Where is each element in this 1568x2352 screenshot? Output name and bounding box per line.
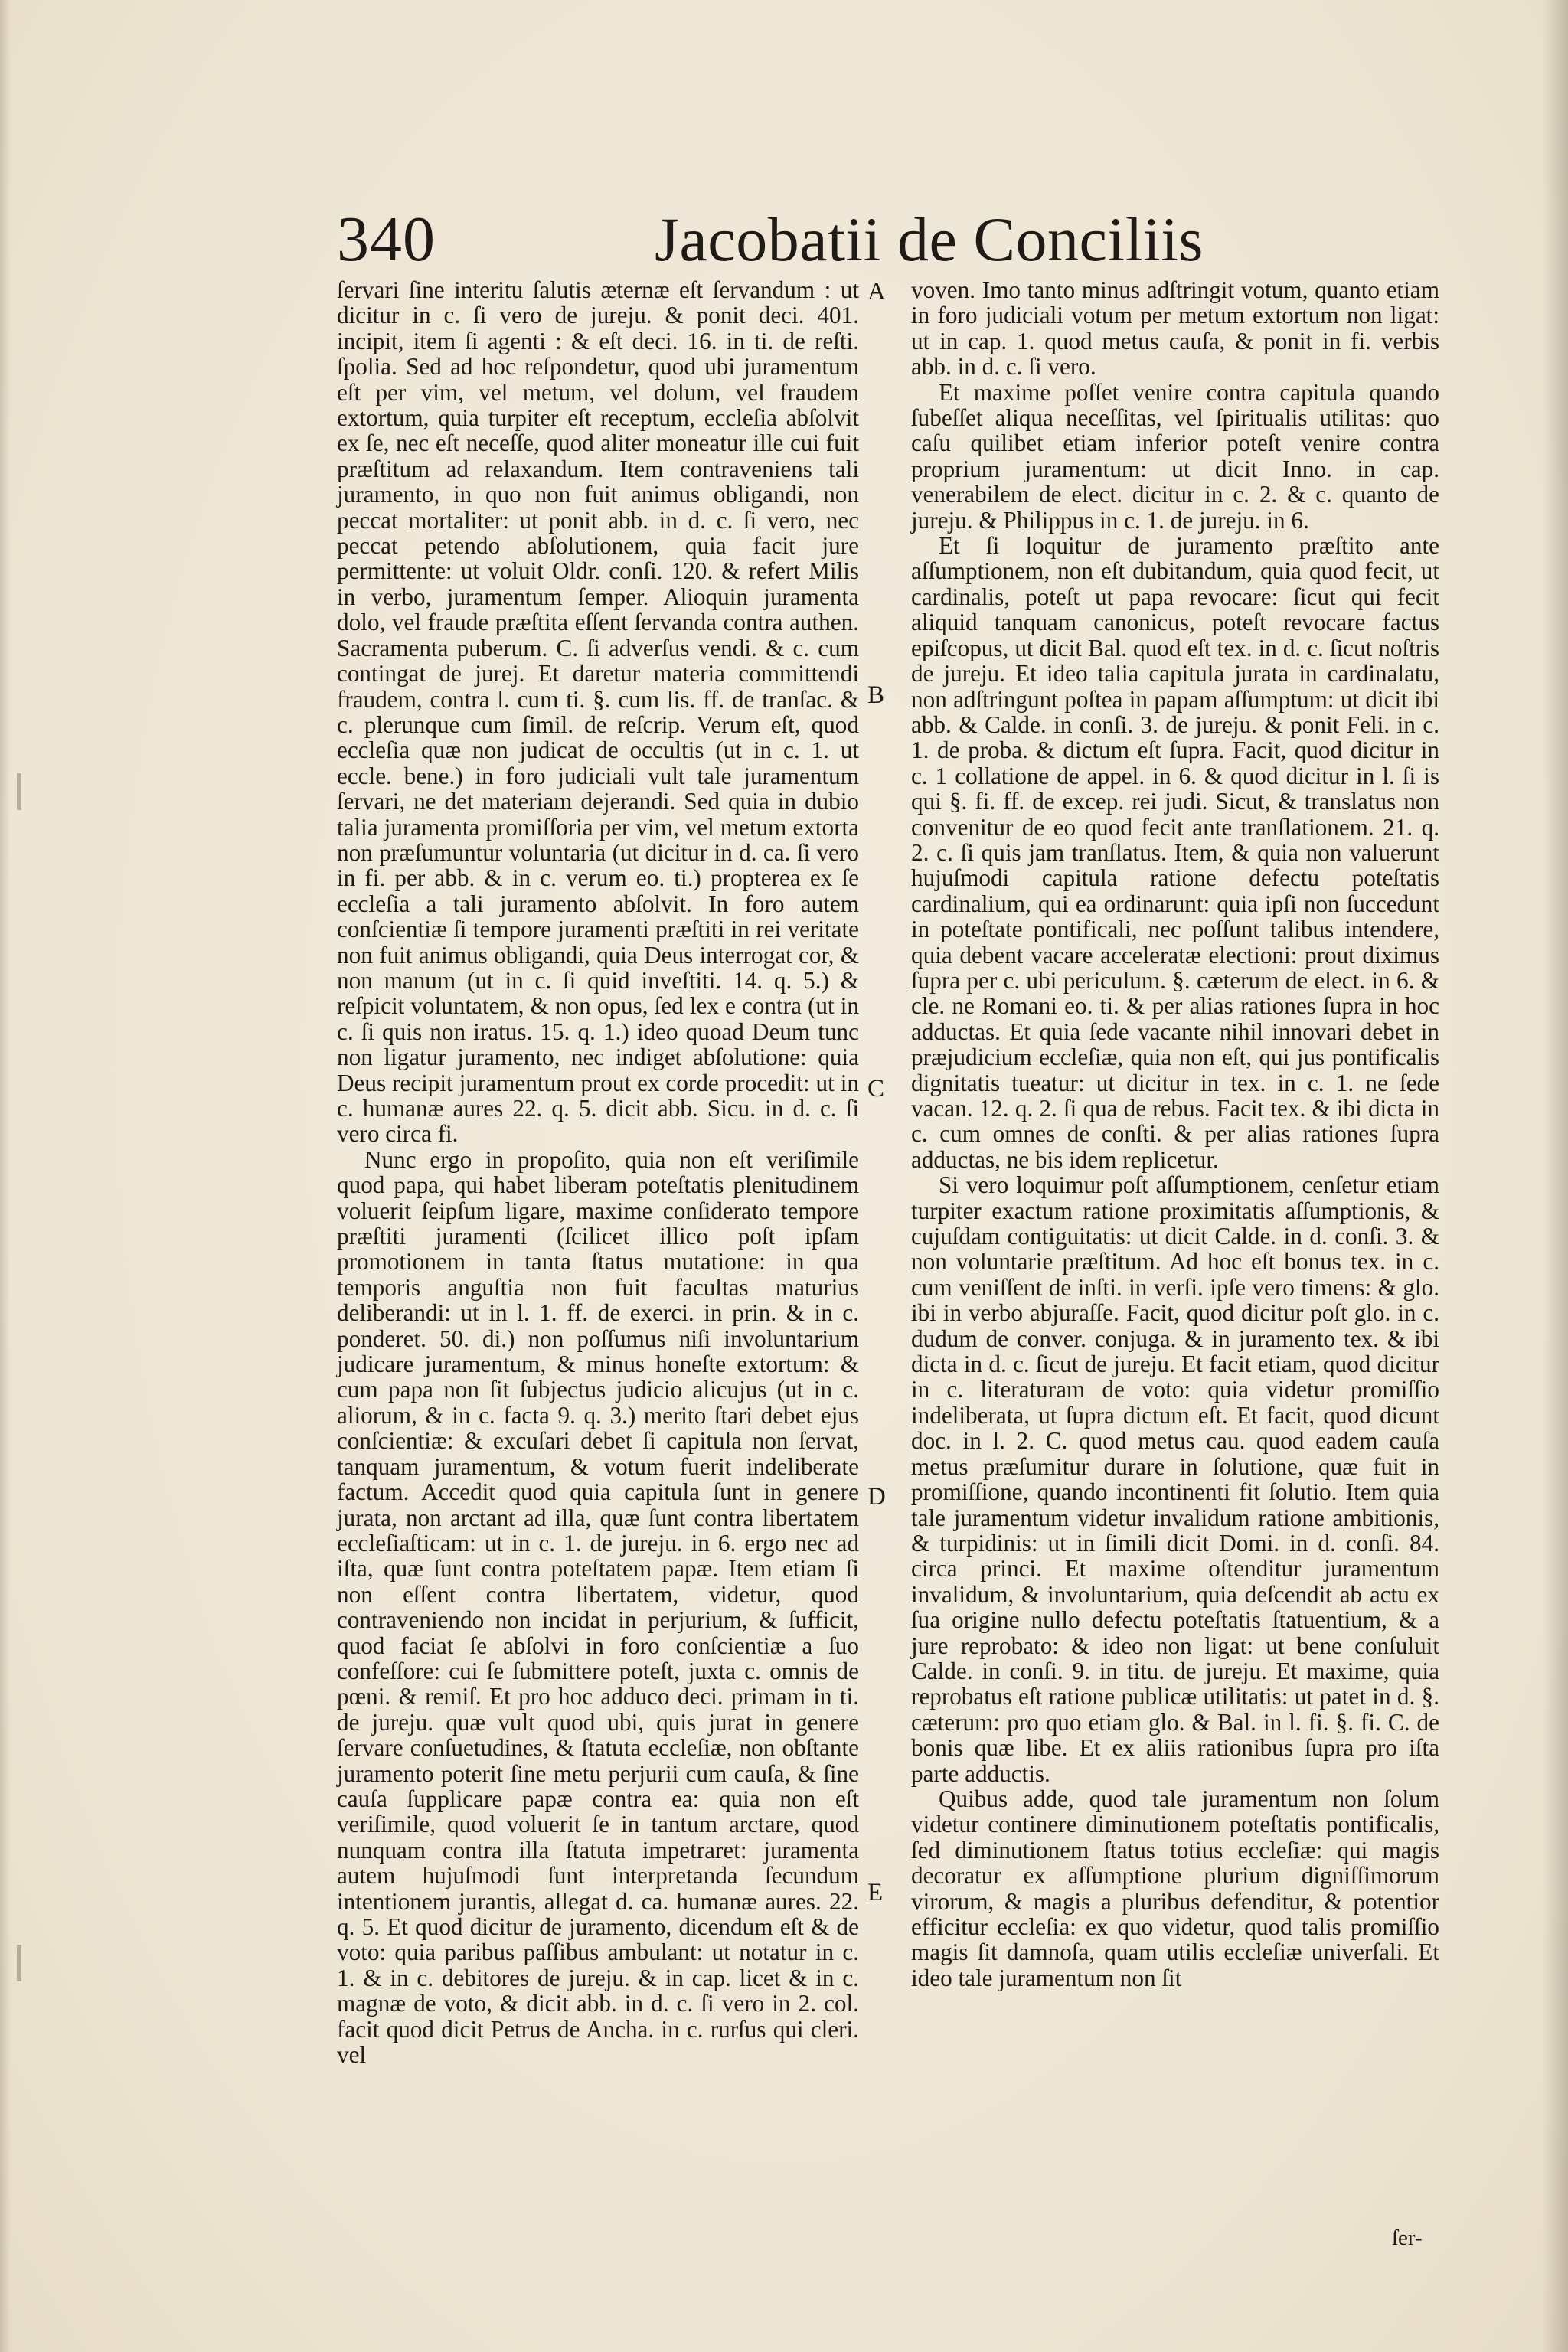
left-text-column xyxy=(337,277,859,2067)
page-edge-mark xyxy=(17,1945,21,1981)
right-paragraph: Si vero loquimur poſt aſſumptionem, cenſetur etiam turpiter exactum ratione proximitatis aſſumptionis, & cujuſdam contiguitatis: ut dicit Calde. in d. conſi. 3. & non voluntarie præſtitum. Ad hoc eſt bonus tex. in c. cum veniſſent de inſti. in verſi. ipſe vero timens: & glo. ibi in verbo abjuraſſe. Facit, quod dicitur poſt glo. in c. dudum de conver. conjuga. & in juramento tex. & ibi dicta in d. c. ſicut de jureju. Et facit etiam, quod dicitur in c. literaturam de voto: quia videtur promiſſio indeliberata, ut ſupra dictum eſt. Et facit, quod dicunt doc. in l. 2. C. quod metus cau. quod eadem cauſa metus præſumitur durare in ſolutione, quæ fuit in promiſſione, quando incontinenti fit ſolutio. Item quia tale juramentum videtur invalidum ratione ambitionis, & turpidinis: ut in ſimili dicit Domi. in d. conſi. 84. circa princi. Et maxime oſtenditur juramentum invalidum, & involuntarium, quia deſcendit ab actu ex ſua origine nullo defectu poteſtatis ſtatuentium, & a jure reprobato: & ideo non ligat: ut bene conſuluit Calde. in conſi. 9. in titu. de jureju. Et maxime, quia reprobatus eſt ratione publicæ utilitatis: ut patet in d. §. cæterum: pro quo etiam glo. & Bal. in l. fi. §. fi. C. de bonis quæ libe. Et ex aliis rationibus ſupra pro iſta parte adductis. xyxy=(911,1171,1439,1787)
margin-letter-e: E xyxy=(867,1879,884,1906)
page-left-edge xyxy=(0,0,11,2352)
right-paragraph: voven. Imo tanto minus adſtringit votum, quanto etiam in foro judiciali votum per metum extortum non ligat: ut in cap. 1. quod metus cauſa, & ponit in fi. verbis abb. in d. c. ſi vero. xyxy=(911,276,1439,381)
page-header xyxy=(337,198,1439,282)
right-paragraph: Quibus adde, quod tale juramentum non ſolum videtur continere diminutionem poteſtatis pontificalis, ſed diminutionem ſtatus totius eccleſiæ: qui magis decoratur ex aſſumptione plurium digniſſimorum virorum, & magis a pluribus defenditur, & potentior efficitur eccleſia: ex quo videtur, quod talis promiſſio magis ſit damnoſa, quam utilis eccleſiæ univerſali. Et ideo tale juramentum non ſit xyxy=(911,1785,1439,1991)
left-paragraph: Nunc ergo in propoſito, quia non eſt veriſimile quod papa, qui habet liberam poteſtatis plenitudinem voluerit ſeipſum ligare, maxime conſiderato tempore præſtiti juramenti (ſcilicet illico poſt ipſam promotionem in tanta ſtatus mutatione: in qua temporis anguſtia non fuit facultas maturius deliberandi: ut in l. 1. ff. de exerci. in prin. & in c. ponderet. 50. di.) non poſſumus niſi involuntarium judicare juramentum, & minus honeſte extortum: & cum papa non ſit ſubjectus judicio alicujus (ut in c. aliorum, & in c. facta 9. q. 3.) merito ſtari debet ejus conſcientiæ: & excuſari debet ſi capitula non ſervat, tanquam juramentum, & votum fuerit indeliberate factum. Accedit quod quia capitula ſunt in genere jurata, non arctant ad illa, quæ ſunt contra libertatem eccleſiaſticam: ut in c. 1. de jureju. in 6. ergo nec ad iſta, quæ ſunt contra poteſtatem papæ. Item etiam ſi non eſſent contra libertatem, videtur, quod contraveniendo non incidat in perjurium, & ſufficit, quod faciat ſe abſolvi in foro conſcientiæ a ſuo confeſſore: cui ſe ſubmittere poteſt, juxta c. omnis de pœni. & remiſ. Et pro hoc adduco deci. primam in ti. de jureju. quæ vult quod ubi, quis jurat in genere ſervare conſuetudines, & ſtatuta eccleſiæ, non obſtante juramento poterit ſine metu perjurii cum cauſa, & ſine cauſa ſupplicare papæ contra ea: quia non eſt veriſimile, quod voluerit ſe in tantum arctare, quod nunquam contra illa ſtatuta impetraret: juramenta autem hujuſmodi ſunt interpretanda ſecundum intentionem jurantis, allegat d. ca. humanæ aures. 22. q. 5. Et quod dicitur de juramento, dicendum eſt & de voto: quia paribus paſſibus ambulant: ut notatur in c. 1. & in c. debitores de jureju. & in cap. licet & in c. magnæ de voto, & dicit abb. in d. c. ſi vero in 2. col. facit quod dicit Petrus de Ancha. in c. rurſus qui cleri. vel xyxy=(337,1145,859,2069)
right-paragraph: Et ſi loquitur de juramento præſtito ante aſſumptionem, non eſt dubitandum, quia quod fecit, ut cardinalis, poteſt ut papa revocare: ſicut qui fecit aliquid tanquam canonicus, poteſt revocare factus epiſcopus, ut dicit Bal. quod eſt tex. in d. c. ſicut noſtris de jureju. Et ideo talia capitula jurata in cardinalatu, non adſtringunt poſtea in papam aſſumptum: ut dicit ibi abb. & Calde. in conſi. 3. de jureju. & ponit Feli. in c. 1. de proba. & dictum eſt ſupra. Facit, quod dicitur in c. 1 collatione de appel. in 6. & quod dicitur in l. ſi is qui §. fi. ff. de excep. rei judi. Sicut, & translatus non convenitur de eo quod fecit ante tranſlationem. 21. q. 2. c. ſi quis jam tranſlatus. Item, & quia non valuerunt hujuſmodi capitula ratione defectu poteſtatis cardinalium, qui ea ordinarunt: quia ipſi non ſuccedunt in poteſtate pontificali, nec poſſunt talibus intendere, quia debent vacare acceleratæ electioni: prout diximus ſupra per c. ubi periculum. §. cæterum de elect. in 6. & cle. ne Romani eo. ti. & per alias rationes ſupra in hoc adductas. Et quia ſede vacante nihil innovari debet in præjudicium eccleſiæ, quia non eſt, qui jus pontificalis dignitatis tueatur: ut dicitur in tex. in c. 1. ne ſede vacan. 12. q. 2. ſi qua de rebus. Facit tex. & ibi dicta in c. cum omnes de conſti. & per alias rationes ſupra adductas, ne bis idem replicetur. xyxy=(911,532,1439,1173)
margin-letter-a: A xyxy=(867,278,886,305)
margin-letter-d: D xyxy=(867,1483,886,1511)
left-paragraph: ſervari ſine interitu ſalutis æternæ eſt ſervandum : ut dicitur in c. ſi vero de jureju. & ponit deci. 401. incipit, item ſi agenti : & eſt deci. 16. in ti. de reſti. ſpolia. Sed ad hoc reſpondetur, quod ubi juramentum eſt per vim, vel metum, vel dolum, vel fraudem extortum, quia turpiter eſt receptum, eccleſia abſolvit ex ſe, nec eſt neceſſe, quod aliter moneatur ille cui fuit præſtitum ad relaxandum. Item contraveniens tali juramento, in quo non fuit animus obligandi, non peccat mortaliter: ut ponit abb. in d. c. ſi vero, nec peccat petendo abſolutionem, quia facit jure permittente: ut voluit Oldr. conſi. 120. & refert Milis in verbo, juramentum ſemper. Alioquin juramenta dolo, vel fraude præſtita eſſent ſervanda contra authen. Sacramenta puberum. C. ſi adverſus vendi. & c. cum contingat de jurej. Et daretur materia committendi fraudem, contra l. cum ti. §. cum lis. ff. de tranſac. & c. plerunque cum ſimil. de reſcrip. Verum eſt, quod eccleſia quæ non judicat de occultis (ut in c. 1. ut eccle. bene.) in foro judiciali vult tale juramentum ſervari, ne det materiam dejerandi. Sed quia in dubio talia juramenta promiſſoria per vim, vel metum extorta non præſumuntur voluntaria (ut dicitur in d. ca. ſi vero in fi. per abb. & in c. verum eo. ti.) propterea ex ſe eccleſia a tali juramento abſolvit. In foro autem conſcientiæ ſi tempore juramenti præſtiti in rei veritate non fuit animus obligandi, quia Deus interrogat cor, & non manum (ut in c. ſi quid inveſtiti. 14. q. 5.) & reſpicit voluntatem, & non opus, ſed lex e contra (ut in c. ſi quis non iratus. 15. q. 1.) ideo quoad Deum tunc non ligatur juramento, nec indiget abſolutione: quia Deus recipit juramentum prout ex corde procedit: ut in c. humanæ aures 22. q. 5. dicit abb. Sicu. in d. c. ſi vero circa fi. xyxy=(337,276,859,1148)
running-title: Jacobatii de Conciliis xyxy=(655,204,1204,274)
right-paragraph: Et maxime poſſet venire contra capitula quando ſubeſſet aliqua neceſſitas, vel ſpiritualis utilitas: quo caſu quilibet etiam inferior poteſt venire contra proprium juramentum: ut dicit Inno. in cap. venerabilem de elect. dicitur in c. 2. & c. quanto de jureju. & Philippus in c. 1. de jureju. in 6. xyxy=(911,378,1439,534)
page-number: 340 xyxy=(337,204,436,275)
catchword: ſer- xyxy=(1392,2226,1423,2250)
right-text-column xyxy=(911,277,1439,1991)
gutter-shadow xyxy=(1542,0,1568,2352)
margin-letter-b: B xyxy=(867,681,885,709)
margin-letter-c: C xyxy=(867,1075,885,1102)
page-edge-mark xyxy=(17,773,21,810)
